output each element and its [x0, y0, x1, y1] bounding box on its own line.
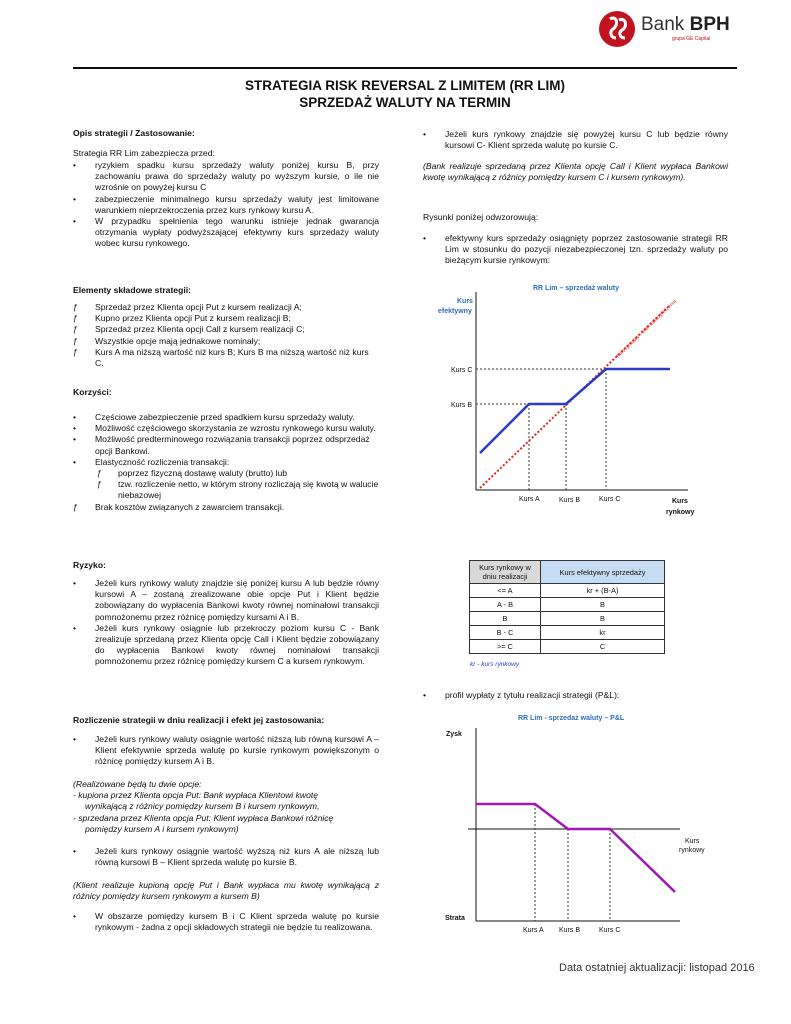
table-row: A - B B: [470, 598, 665, 612]
table-row: B B: [470, 612, 665, 626]
list-item: ƒ Kupno przez Klienta opcji Put z kursem realizacji B;: [73, 313, 291, 324]
elementy-heading: Elementy składowe strategii:: [73, 285, 191, 295]
chart1-xtick-b: Kurs B: [559, 497, 581, 504]
chart2-ytick-strata: Strata: [445, 915, 465, 922]
elementy-list: [73, 302, 379, 369]
list-item: ƒ Sprzedaż przez Klienta opcji Call z kursem realizacji C;: [73, 324, 305, 335]
chart1-ytick-b: Kurs B: [451, 402, 473, 409]
chart2-xtick-c: Kurs C: [599, 927, 621, 934]
chart1-ylabel-1: Kurs: [457, 298, 473, 305]
chart1-xlabel-2: rynkowy: [666, 509, 695, 516]
chart2-pnl-line: [476, 804, 675, 892]
table-row: >= C C: [470, 640, 665, 654]
rozliczenie-italic-block: (Realizowane będą tu dwie opcje: - kupiona przez Klienta opcja Put: Bank wypłaca Klientowi kwotę wynikającą z różnicy pomiędzy kursem B i kursem rynkowym, - sprzedana przez Klienta opcja Put: Klient wypłaca Bankowi różnicę pomiędzy kursem A i kursem rynkowym): [73, 779, 334, 834]
opis-heading: Opis strategii / Zastosowanie:: [73, 128, 195, 138]
header-divider: [73, 67, 737, 69]
page-subtitle: SPRZEDAŻ WALUTY NA TERMIN: [299, 95, 511, 110]
korzysci-heading: Korzyści:: [73, 387, 112, 397]
chart1-title: RR Lim – sprzedaż waluty: [533, 285, 619, 292]
list-item: • Częściowe zabezpieczenie przed spadkiem kursu sprzedaży waluty.: [73, 412, 355, 422]
chart1-ylabel-2: efektywny: [438, 308, 472, 315]
bank-name: Bank BPH: [641, 14, 730, 35]
rozliczenie-heading: Rozliczenie strategii w dniu realizacji i efekt jej zastosowania:: [73, 715, 325, 725]
chart1-strategy-line: [480, 369, 670, 453]
list-item: • Możliwość częściowego skorzystania ze wzrostu rynkowego kursu waluty.: [73, 423, 376, 434]
right-item-2: [423, 233, 728, 267]
right-item-3: [423, 690, 728, 701]
list-item: ƒ Brak kosztów związanych z zawarciem transakcji.: [73, 501, 285, 512]
list-item: • Jeżeli kurs rynkowy osiągnie wartość wyższą niż kurs A ale niższą lub równą kursowi B – Klient sprzeda walutę po kursie B.: [73, 846, 379, 868]
table-header-row: [470, 561, 665, 584]
list-item: • W obszarze pomiędzy kursem B i C Klient sprzeda walutę po kursie rynkowym - żadna z opcji składowych strategii nie będzie tu realizowana.: [73, 911, 379, 933]
chart1-xlabel-1: Kurs: [672, 498, 688, 505]
bank-subtitle: grupa GE Capital: [672, 36, 711, 42]
sub-list-item: ƒ poprzez fizyczną dostawę waluty (brutto) lub: [97, 468, 288, 479]
table-note: kr - kurs rynkowy: [470, 661, 520, 668]
rozliczenie-item-3: [73, 911, 379, 933]
chart1-xtick-c: Kurs C: [599, 496, 621, 503]
opis-intro: Strategia RR Lim zabezpiecza przed:: [73, 148, 215, 158]
chart1-xtick-a: Kurs A: [519, 496, 540, 503]
list-item: • Jeżeli kurs rynkowy waluty znajdzie się poniżej kursu A lub będzie równy kursowi A – zostaną zrealizowane obie opcje Put i Klient będzie zobowiązany do wypłacenia Bankowi kwoty równej nominałowi transakcji pomnożonemu przez różnicę pomiędzy kursami A i B.: [73, 578, 379, 622]
right-item-1: [423, 129, 728, 151]
list-item: • efektywny kurs sprzedaży osiągnięty poprzez zastosowanie strategii RR Lim w stosunku do pozycji niezabezpieczonej tzn. sprzedaży waluty po bieżącym kursie rynkowym:: [423, 233, 728, 266]
chart2-xtick-b: Kurs B: [559, 927, 581, 934]
table-header-market: Kurs rynkowy w dniu realizacji: [470, 561, 541, 584]
korzysci-list: [73, 412, 379, 513]
chart1-ytick-c: Kurs C: [451, 367, 473, 374]
chart2-title: RR Lim - sprzedaż waluty – P&L: [518, 715, 625, 722]
ryzyko-heading: Ryzyko:: [73, 560, 106, 570]
sub-list-item: ƒ tzw. rozliczenie netto, w którym strony rozliczają się kwotą w walucie niebazowej: [97, 479, 379, 501]
list-item: • W przypadku spełnienia tego warunku istnieje jednak gwarancja otrzymania wypłaty podwyższającej efektywny kurs sprzedaży waluty wobec kursu rynkowego.: [73, 216, 379, 249]
list-item: ƒ Wszystkie opcje mają jednakowe nominały;: [73, 335, 261, 346]
ryzyko-list: [73, 578, 379, 668]
chart2-xtick-a: Kurs A: [523, 927, 544, 934]
table-header-effective: Kurs efektywny sprzedaży: [541, 561, 665, 584]
chart1: [425, 290, 715, 520]
opis-list: [73, 160, 379, 250]
list-item: ƒ Kurs A ma niższą wartość niż kurs B; Kurs B ma niższą wartość niż kurs C.: [73, 346, 369, 369]
rozliczenie-item-2: [73, 846, 379, 868]
effective-rate-table: [469, 560, 665, 654]
rysunki-intro: Rysunki poniżej odwzorowują:: [423, 212, 539, 222]
list-item: • Możliwość predterminowego rozwiązania transakcji poprzez odsprzedaż opcji Bankowi.: [73, 434, 370, 456]
table-row: <= A kr + (B-A): [470, 584, 665, 598]
rozliczenie-item-1: [73, 734, 379, 768]
list-item: • Elastyczność rozliczenia transakcji:: [73, 456, 230, 467]
bank-logo-icon: [599, 11, 635, 47]
table-row: B - C kr: [470, 626, 665, 640]
chart2-ytick-zysk: Zysk: [446, 731, 462, 738]
chart2: [440, 722, 730, 942]
list-item: • Jeżeli kurs rynkowy waluty osiągnie wartość niższą lub równą kursowi A – Klient efektywnie sprzeda walutę po kursie rynkowym powiększonym o różnicę pomiędzy kursem A i B.: [73, 734, 379, 767]
list-item: • profil wypłaty z tytułu realizacji strategii (P&L):: [423, 690, 620, 700]
list-item: • Jeżeli kurs rynkowy znajdzie się powyżej kursu C lub będzie równy kursowi C- Klient sprzeda walutę po kursie C.: [423, 129, 728, 151]
last-update: Data ostatniej aktualizacji: listopad 2016: [559, 962, 755, 974]
right-italic-1: (Bank realizuje sprzedaną przez Klienta opcję Call i Klient wypłaca Bankowi kwotę wynikającą z różnicy pomiędzy kursem C i kursem rynkowym).: [423, 161, 728, 183]
list-item: ƒ Sprzedaż przez Klienta opcji Put z kursem realizacji A;: [73, 302, 302, 312]
list-item: • Jeżeli kurs rynkowy osiągnie lub przekroczy poziom kursu C - Bank zrealizuje sprzedaną przez Klienta opcję Call i Klient będzie zobowiązany do wypłacenia Bankowi kwoty równej nominałowi transakcji pomnożonemu przez różnicę pomiędzy kursem C a kursem rynkowym.: [73, 622, 379, 667]
chart1-market-label: Kurs rynkowy – brak zabezpieczenia: [615, 298, 678, 360]
chart2-xlabel-2: rynkowy: [679, 847, 705, 854]
list-item: • ryzykiem spadku kursu sprzedaży waluty poniżej kursu B, przy zachowaniu prawa do sprzedaży waluty po wyższym kursie, o ile nie wzrośnie on powyżej kursu C: [73, 160, 379, 193]
rozliczenie-italic-2: (Klient realizuje kupioną opcję Put i Bank wypłaca mu kwotę wynikającą z różnicy pomiędzy kursem rynkowym a kursem B): [73, 880, 379, 902]
chart2-xlabel-1: Kurs: [685, 838, 700, 845]
list-item: • zabezpieczenie minimalnego kursu sprzedaży waluty jest limitowane warunkiem nieprzekroczenia przez kurs rynkowy kursu A.: [73, 193, 379, 215]
page-title: STRATEGIA RISK REVERSAL Z LIMITEM (RR LIM): [245, 78, 565, 93]
